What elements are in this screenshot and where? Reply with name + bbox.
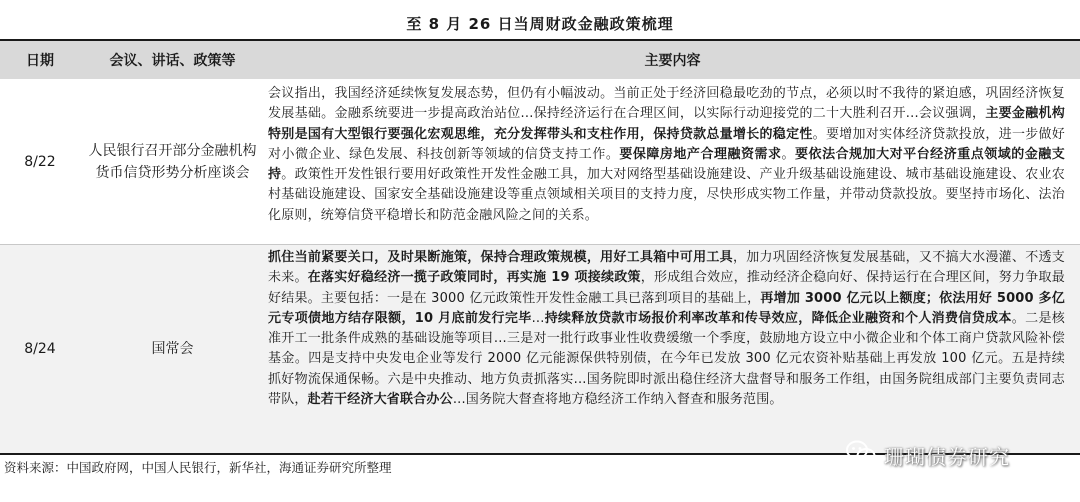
content-bold-segment: 在落实好稳经济一揽子政策同时，再实施 19 项接续政策	[307, 270, 641, 286]
content-bold-segment: 主要金融机构特别是国有大型银行要强化宏观思维，充分发挥带头和支柱作用，保持贷款总量增长的稳定性	[268, 106, 1065, 142]
header-content: 主要内容	[644, 53, 701, 69]
table-row	[0, 244, 1080, 453]
row-date: 8/24	[24, 341, 56, 357]
content-bold-segment: 要依法合规加大对平台经济重点领域的金融支持	[268, 146, 1066, 183]
content-segment: ，形成组合效应，推动经济企稳向好、保持运行在合理区间，努力争取最好结果。主要包括：一是在 3000 亿元政策性开发性金融工具已落到项目的基础上，	[268, 270, 1065, 306]
content-bold-segment: 赴若干经济大省联合办公	[307, 392, 453, 408]
row-event: 人民银行召开部分金融机构货币信贷形势分析座谈会	[88, 143, 257, 181]
table-row	[0, 81, 1080, 243]
header-event: 会议、讲话、政策等	[109, 53, 236, 69]
content-segment: ...	[531, 310, 545, 326]
table-title: 至 8 月 26 日当周财政金融政策梳理	[406, 14, 674, 33]
content-bold-segment: 抓住当前紧要关口，及时果断施策，保持合理政策规模，用好工具箱中可用工具	[268, 250, 733, 265]
content-segment: 。	[781, 146, 796, 162]
row-event: 国常会	[151, 341, 194, 357]
content-bold-segment: 持续释放贷款市场报价利率改革和传导效应，降低企业融资和个人消费信贷成本	[544, 310, 1012, 326]
content-segment: ...国务院大督查将地方稳经济工作纳入督查和服务范围。	[452, 392, 783, 408]
content-segment: 。要增加对实体经济贷款投放，进一步做好对小微企业、绿色发展、科技创新等领域的信贷支持工作。	[268, 126, 1065, 162]
content-segment: 。政策性开发性银行要用好政策性开发性金融工具，加大对网络型基础设施建设、产业升级基础设施建设、城市基础设施建设、农业农村基础设施建设、国家安全基础设施建设等重点领域相关项目的支持力度，尽快形成实物工作量，并带动贷款投放。要坚持市场化、法治化原则，统筹信贷平稳增长和防范金融风险之间的关系。	[268, 167, 1065, 223]
watermark-text: 珊瑚债券研究	[884, 444, 1010, 469]
content-segment: ，加力巩固经济恢复发展基础，又不搞大水漫灌、不透支未来。	[268, 250, 1065, 286]
row-content	[265, 81, 1065, 243]
content-bold-segment: 要保障房地产合理融资需求	[619, 146, 782, 162]
wechat-icon	[846, 440, 876, 471]
header-date: 日期	[26, 53, 54, 69]
table-header-row	[0, 41, 1080, 79]
table-title-row	[0, 7, 1080, 41]
content-segment: 。二是核准开工一批条件成熟的基础设施等项目...三是对一批行政事业性收费缓缴一个季度，鼓励地方设立中小微企业和个体工商户贷款风险补偿基金。四是支持中央发电企业等发行 2000 亿元能源保供特别债，在今年已发放 300 亿元农资补贴基础上再发放 100 亿元。五是持续抓好物流保通保畅。六是中央推动、地方负责抓落实...国务院即时派出稳住经济大盘督导和服务工作组，由国务院组成部门主要负责同志带队，	[268, 310, 1065, 408]
content-segment: 会议指出，我国经济延续恢复发展态势，但仍有小幅波动。当前正处于经济回稳最吃劲的节点，必须以时不我待的紧迫感，巩固经济恢复发展基础。金融系统要进一步提高政治站位...保持经济运行在合理区间，以实际行动迎接党的二十大胜利召开...会议强调，	[268, 86, 1065, 122]
source-note: 资料来源：中国政府网，中国人民银行，新华社，海通证券研究所整理	[4, 460, 392, 475]
row-content	[265, 245, 1065, 453]
content-bold-segment: 再增加 3000 亿元以上额度；依法用好 5000 多亿元专项债地方结存限额，10 月底前发行完毕	[268, 290, 1065, 326]
row-date: 8/22	[24, 154, 56, 170]
watermark	[846, 435, 1010, 475]
